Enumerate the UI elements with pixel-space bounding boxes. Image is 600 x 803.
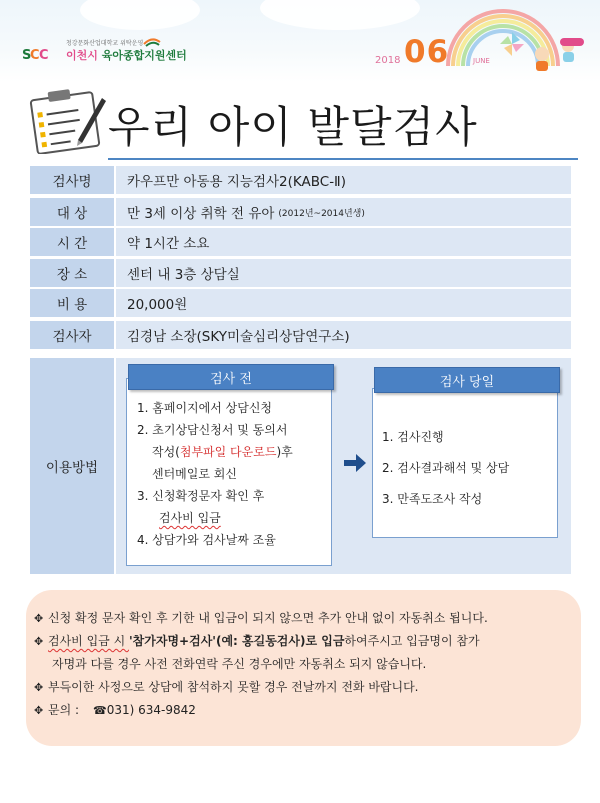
before-step-4: 4. 상담가와 검사날짜 조율 [137,533,276,547]
before-step-2-reply: 센터메일로 회신 [152,467,237,481]
before-step-3-detail-text: 검사비 입금 [159,511,221,525]
info-row-cost [30,289,571,317]
svg-text:C: C [39,48,49,62]
info-label: 시 간 [30,228,114,256]
bullet-icon [34,704,45,715]
svg-text:C: C [30,48,40,62]
notice-item [34,699,488,722]
logo-subtitle: 청강문화산업대학교 위탁운영 [66,40,144,47]
contact-phone[interactable]: 031) 634-9842 [106,703,196,717]
notice-text-bold: '참가자명+검사'(예: 홍길동검사)로 입금 [129,634,345,648]
notice-text: 하여주시고 입금명이 참가 [344,634,480,648]
info-row-examiner [30,321,571,349]
notice-text: 부득이한 사정으로 상담에 참석하지 못할 경우 전날까지 전화 바랍니다. [48,680,419,694]
info-value [116,289,571,317]
notice-item [34,607,488,630]
test-day-steps [382,422,509,515]
contact-label: 문의 : [48,703,80,717]
notice-item [34,676,488,699]
info-value-text: 카우프만 아동용 지능검사2(KABC-Ⅱ) [127,174,346,190]
logo-city: 이천시 [66,49,98,62]
before-step-2-post: )후 [276,445,293,459]
day-step-3: 3. 만족도조사 작성 [382,492,483,506]
info-value-text: 김경남 소장(SKY미술심리상담연구소) [127,329,350,345]
info-label: 비 용 [30,289,114,317]
banner-year: 2018 [375,55,401,66]
info-label: 장 소 [30,259,114,287]
before-step-3-detail [137,507,293,529]
before-step-1: 1. 홈페이지에서 상담신청 [137,401,272,415]
info-row-test-name [30,166,571,194]
bullet-icon [34,635,45,646]
usage-label: 이용방법 [30,358,114,574]
swoosh-icon [142,36,162,48]
day-step-1: 1. 검사진행 [382,430,444,444]
info-label: 검사자 [30,321,114,349]
before-test-heading: 검사 전 [128,364,334,390]
notice-item [34,630,488,653]
info-row-time [30,228,571,256]
title-area [0,88,600,156]
before-step-2-pre: 작성( [152,445,180,459]
info-value-text: 약 1시간 소요 [127,236,210,252]
pinwheel-icon [498,30,526,58]
info-row-target [30,198,571,226]
before-step-2-detail [137,441,293,463]
clipboard-checklist-icon [28,88,108,154]
page-title: 우리 아이 발달검사 [108,103,478,153]
info-label: 대 상 [30,198,114,226]
info-value-text: 만 3세 이상 취학 전 유아 [127,206,275,222]
notice-list [34,607,488,722]
info-value-text: 20,000원 [127,297,188,313]
attachment-download-link[interactable]: 첨부파일 다운로드 [179,445,277,459]
notice-text: 검사비 입금 시 [48,634,129,648]
cloud-decoration [80,0,200,30]
info-value [116,166,571,194]
notice-item-continued: 자명과 다를 경우 사전 전화연락 주신 경우에만 자동취소 되지 않습니다. [52,657,427,671]
phone-icon: ☎ [93,704,107,717]
notice-text: 신청 확정 문자 확인 후 기한 내 입금이 되지 않으면 추가 안내 없이 자동취소 됩니다. [48,611,488,625]
info-value [116,228,571,256]
info-row-place [30,259,571,287]
children-illustration-icon [528,32,588,72]
test-day-heading: 검사 당일 [374,367,560,393]
before-test-steps [137,397,293,551]
bullet-icon [34,681,45,692]
info-label: 검사명 [30,166,114,194]
arrow-right-icon [344,454,366,472]
info-value-note: (2012년~2014년생) [278,208,365,219]
before-step-2: 2. 초기상담신청서 및 동의서 [137,423,288,437]
info-value [116,321,571,349]
bullet-icon [34,612,45,623]
logo-center-name: 육아종합지원센터 [97,49,187,62]
info-value-text: 센터 내 3층 상담실 [127,267,240,283]
header-banner [0,0,600,82]
svg-text:S: S [22,48,32,62]
banner-month-name: JUNE [473,57,490,65]
day-step-2: 2. 검사결과해석 및 상담 [382,461,510,475]
info-value [116,198,571,226]
before-step-3: 3. 신청확정문자 확인 후 [137,489,265,503]
cloud-decoration [260,0,420,30]
title-divider [108,158,578,160]
logo-mark-icon [22,46,52,62]
info-value [116,259,571,287]
logo-title [66,47,187,63]
banner-month: 06 [404,34,450,70]
